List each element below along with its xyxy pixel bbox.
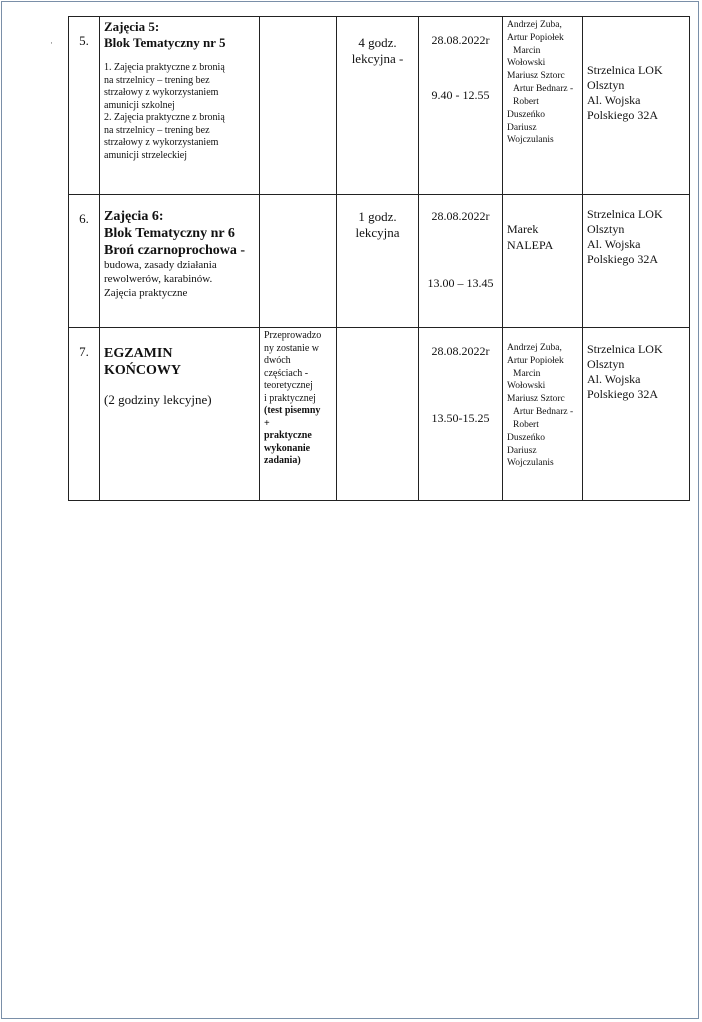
row-item: 1. Zajęcia praktyczne z bronią: [104, 62, 225, 74]
schedule-table: [68, 16, 690, 501]
instructor: Marek: [507, 222, 539, 236]
instructor: Artur Popiołek: [507, 355, 564, 366]
row-method: [260, 328, 337, 501]
instructor: Wołowski: [507, 381, 546, 392]
row-item: amunicji szkolnej: [104, 99, 175, 111]
instructor: Robert: [513, 96, 539, 107]
place-line: Olsztyn: [587, 357, 625, 371]
row-subject: Broń czarnoprochowa -: [104, 242, 246, 258]
place-line: Al. Wojska: [587, 372, 641, 386]
place-line: Strzelnica LOK: [587, 63, 663, 77]
time-value: 13.50-15.25: [431, 411, 490, 425]
place-line: Olsztyn: [587, 78, 625, 92]
row-description: [100, 195, 260, 328]
row-hours: [337, 195, 419, 328]
row-instructors: [503, 195, 583, 328]
place-line: Polskiego 32A: [587, 108, 659, 122]
method-bold-line: zadania): [264, 455, 301, 466]
instructor: Robert: [513, 419, 539, 430]
table-row: [69, 17, 690, 195]
instructor: Duszeńko: [507, 109, 545, 120]
instructor: Marcin: [513, 368, 541, 379]
method-bold-line: +: [264, 417, 270, 429]
row-instructors: [503, 328, 583, 501]
row-title: EGZAMIN: [104, 346, 173, 361]
instructor: Artur Bednarz -: [513, 407, 574, 418]
row-title: Zajęcia 6:: [104, 209, 164, 224]
row-item: budowa, zasady działania: [104, 259, 217, 272]
row-item: na strzelnicy – trening bez: [104, 124, 210, 136]
row-place: [583, 195, 690, 328]
row-title: Zajęcia 5:: [104, 19, 160, 34]
method-bold-line: wykonanie: [264, 442, 311, 454]
date-value: 28.08.2022r: [431, 209, 490, 223]
row-number: 7.: [69, 328, 100, 501]
row-description: [100, 328, 260, 501]
row-hours: [337, 17, 419, 195]
row-block-title: Blok Tematyczny nr 6: [104, 225, 235, 241]
row-item: rewolwerów, karabinów.: [104, 273, 213, 286]
method-line: ny zostanie w: [264, 342, 319, 354]
hours-line: lekcyjna: [355, 225, 400, 241]
row-subtitle: (2 godziny lekcyjne): [104, 391, 212, 407]
row-number: 6.: [69, 195, 100, 328]
instructor: Dariusz: [507, 445, 537, 456]
scan-mark: ·: [50, 38, 53, 48]
row-date: [419, 17, 503, 195]
row-item: 2. Zajęcia praktyczne z bronią: [104, 112, 225, 124]
method-bold-line: (test pisemny: [264, 405, 321, 416]
place-line: Olsztyn: [587, 222, 625, 236]
time-value: 13.00 – 13.45: [427, 276, 494, 290]
method-line: teoretycznej: [264, 380, 313, 391]
row-number: 5.: [69, 17, 100, 195]
method-bold-line: praktyczne: [264, 430, 312, 441]
table-row: [69, 328, 690, 501]
instructor: Mariusz Sztorc: [507, 394, 565, 405]
method-line: częściach -: [264, 367, 309, 379]
instructor: Artur Popiołek: [507, 32, 564, 43]
time-value: 9.40 - 12.55: [431, 88, 490, 102]
row-item: amunicji strzeleckiej: [104, 149, 188, 161]
instructor: Wojczulanis: [507, 458, 554, 469]
method-line: dwóch: [264, 355, 291, 366]
instructor: Andrzej Zuba,: [507, 343, 562, 353]
row-instructors: [503, 17, 583, 195]
instructor: Wołowski: [507, 58, 546, 69]
place-line: Polskiego 32A: [587, 387, 659, 401]
instructor: Duszeńko: [507, 432, 545, 443]
place-line: Al. Wojska: [587, 237, 641, 251]
row-item: strzałowy z wykorzystaniem: [104, 87, 219, 99]
row-date: [419, 195, 503, 328]
row-method: [260, 17, 337, 195]
instructor: NALEPA: [507, 238, 554, 253]
instructor: Dariusz: [507, 122, 537, 133]
instructor: Mariusz Sztorc: [507, 71, 565, 82]
method-line: Przeprowadzo: [264, 330, 322, 341]
date-value: 28.08.2022r: [431, 33, 490, 47]
row-title: KOŃCOWY: [104, 362, 181, 378]
place-line: Strzelnica LOK: [587, 342, 663, 356]
row-hours: [337, 328, 419, 501]
hours-line: lekcyjna -: [351, 51, 404, 67]
row-place: [583, 17, 690, 195]
instructor: Marcin: [513, 45, 541, 56]
table-row: [69, 195, 690, 328]
place-line: Strzelnica LOK: [587, 207, 663, 221]
place-line: Al. Wojska: [587, 93, 641, 107]
row-method: [260, 195, 337, 328]
row-date: [419, 328, 503, 501]
row-block-title: Blok Tematyczny nr 5: [104, 34, 226, 50]
instructor: Wojczulanis: [507, 135, 554, 146]
instructor: Andrzej Zuba,: [507, 20, 562, 30]
instructor: Artur Bednarz -: [513, 84, 574, 95]
row-item: Zajęcia praktyczne: [104, 286, 188, 299]
hours-line: 1 godz.: [358, 209, 397, 224]
hours-line: 4 godz.: [358, 35, 397, 50]
row-place: [583, 328, 690, 501]
place-line: Polskiego 32A: [587, 252, 659, 266]
row-item: na strzelnicy – trening bez: [104, 74, 210, 86]
row-description: [100, 17, 260, 195]
method-line: i praktycznej: [264, 392, 316, 404]
date-value: 28.08.2022r: [431, 344, 490, 358]
row-item: strzałowy z wykorzystaniem: [104, 137, 219, 149]
